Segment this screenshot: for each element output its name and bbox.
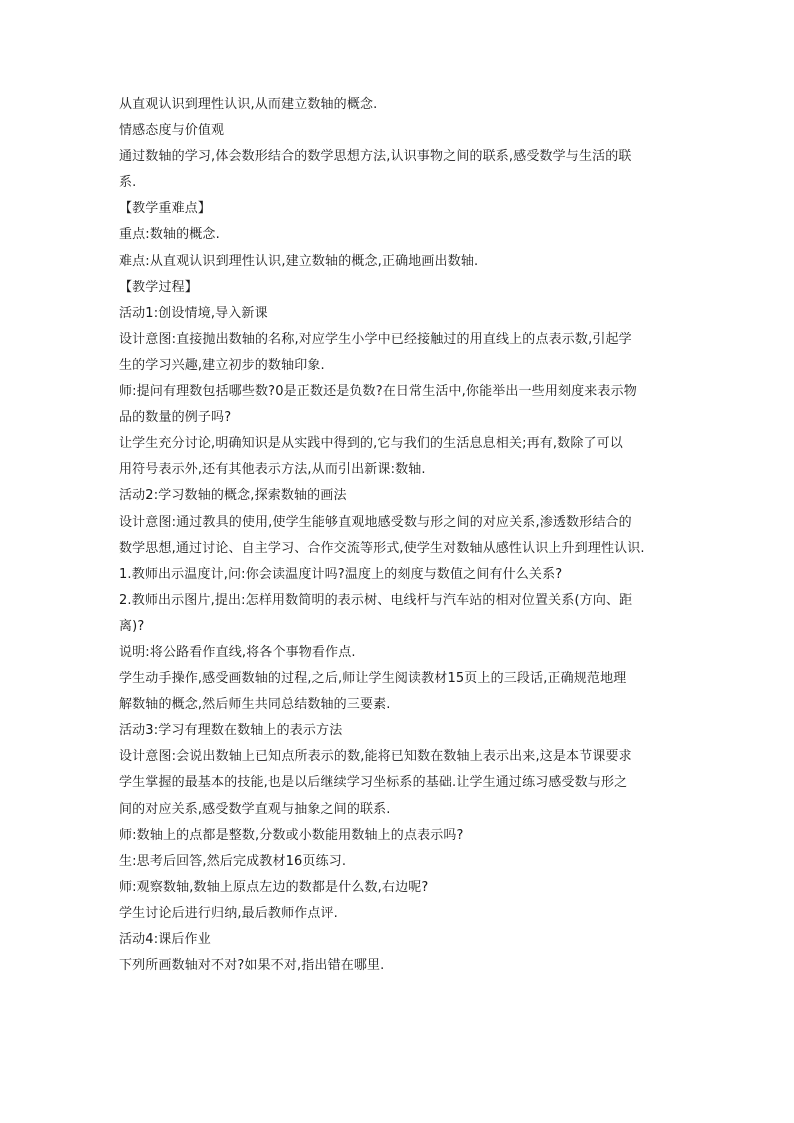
text-line: 间的对应关系,感受数学直观与抽象之间的联系. bbox=[119, 801, 391, 817]
text-line: 师:提问有理数包括哪些数?0是正数还是负数?在日常生活中,你能举出一些用刻度来表示物 bbox=[119, 384, 637, 400]
activity-heading: 活动4:课后作业 bbox=[119, 932, 211, 947]
text-line: 生的学习兴趣,建立初步的数轴印象. bbox=[119, 357, 325, 373]
text-line: 用符号表示外,还有其他表示方法,从而引出新课:数轴. bbox=[119, 462, 426, 478]
lesson-plan-text bbox=[119, 92, 679, 979]
text-line: 学生掌握的最基本的技能,也是以后继续学习坐标系的基础.让学生通过练习感受数与形之 bbox=[119, 775, 628, 791]
text-line: 设计意图:直接抛出数轴的名称,对应学生小学中已经接触过的用直线上的点表示数,引起学 bbox=[119, 331, 632, 347]
activity-heading: 活动2:学习数轴的概念,探索数轴的画法 bbox=[119, 488, 347, 504]
activity-heading: 活动1:创设情境,导入新课 bbox=[119, 305, 268, 321]
activity-heading: 活动3:学习有理数在数轴上的表示方法 bbox=[119, 723, 343, 739]
text-line: 数学思想,通过讨论、自主学习、合作交流等形式,使学生对数轴从感性认识上升到理性认识. bbox=[119, 540, 645, 556]
text-line: 说明:将公路看作直线,将各个事物看作点. bbox=[119, 644, 356, 660]
text-line: 系. bbox=[119, 175, 137, 191]
section-heading: 【教学过程】 bbox=[119, 279, 198, 295]
text-line: 下列所画数轴对不对?如果不对,指出错在哪里. bbox=[119, 958, 385, 974]
text-line: 2.教师出示图片,提出:怎样用数简明的表示树、电线杆与汽车站的相对位置关系(方向、距 bbox=[119, 592, 633, 608]
text-line: 师:观察数轴,数轴上原点左边的数都是什么数,右边呢? bbox=[119, 879, 429, 895]
text-line: 学生讨论后进行归纳,最后教师作点评. bbox=[119, 905, 338, 921]
text-line: 通过数轴的学习,体会数形结合的数学思想方法,认识事物之间的联系,感受数学与生活的联 bbox=[119, 149, 632, 165]
text-line: 让学生充分讨论,明确知识是从实践中得到的,它与我们的生活息息相关;再有,数除了可以 bbox=[119, 436, 623, 452]
text-line: 品的数量的例子吗? bbox=[119, 410, 232, 426]
section-heading: 【教学重难点】 bbox=[119, 201, 212, 217]
text-line: 难点:从直观认识到理性认识,建立数轴的概念,正确地画出数轴. bbox=[119, 253, 479, 269]
text-line: 生:思考后回答,然后完成教材16页练习. bbox=[119, 853, 347, 869]
text-line: 从直观认识到理性认识,从而建立数轴的概念. bbox=[119, 97, 378, 112]
text-line: 离)? bbox=[119, 618, 145, 634]
section-heading: 情感态度与价值观 bbox=[119, 123, 225, 139]
text-line: 1.教师出示温度计,问:你会读温度计吗?温度上的刻度与数值之间有什么关系? bbox=[119, 566, 563, 582]
text-line: 重点:数轴的概念. bbox=[119, 227, 220, 243]
text-line: 解数轴的概念,然后师生共同总结数轴的三要素. bbox=[119, 697, 391, 713]
text-line: 设计意图:会说出数轴上已知点所表示的数,能将已知数在数轴上表示出来,这是本节课要求 bbox=[119, 749, 632, 765]
text-line: 设计意图:通过教具的使用,使学生能够直观地感受数与形之间的对应关系,渗透数形结合的 bbox=[119, 514, 632, 530]
text-line: 师:数轴上的点都是整数,分数或小数能用数轴上的点表示吗? bbox=[119, 827, 464, 843]
text-line: 学生动手操作,感受画数轴的过程,之后,师让学生阅读教材15页上的三段话,正确规范地理 bbox=[119, 671, 627, 687]
